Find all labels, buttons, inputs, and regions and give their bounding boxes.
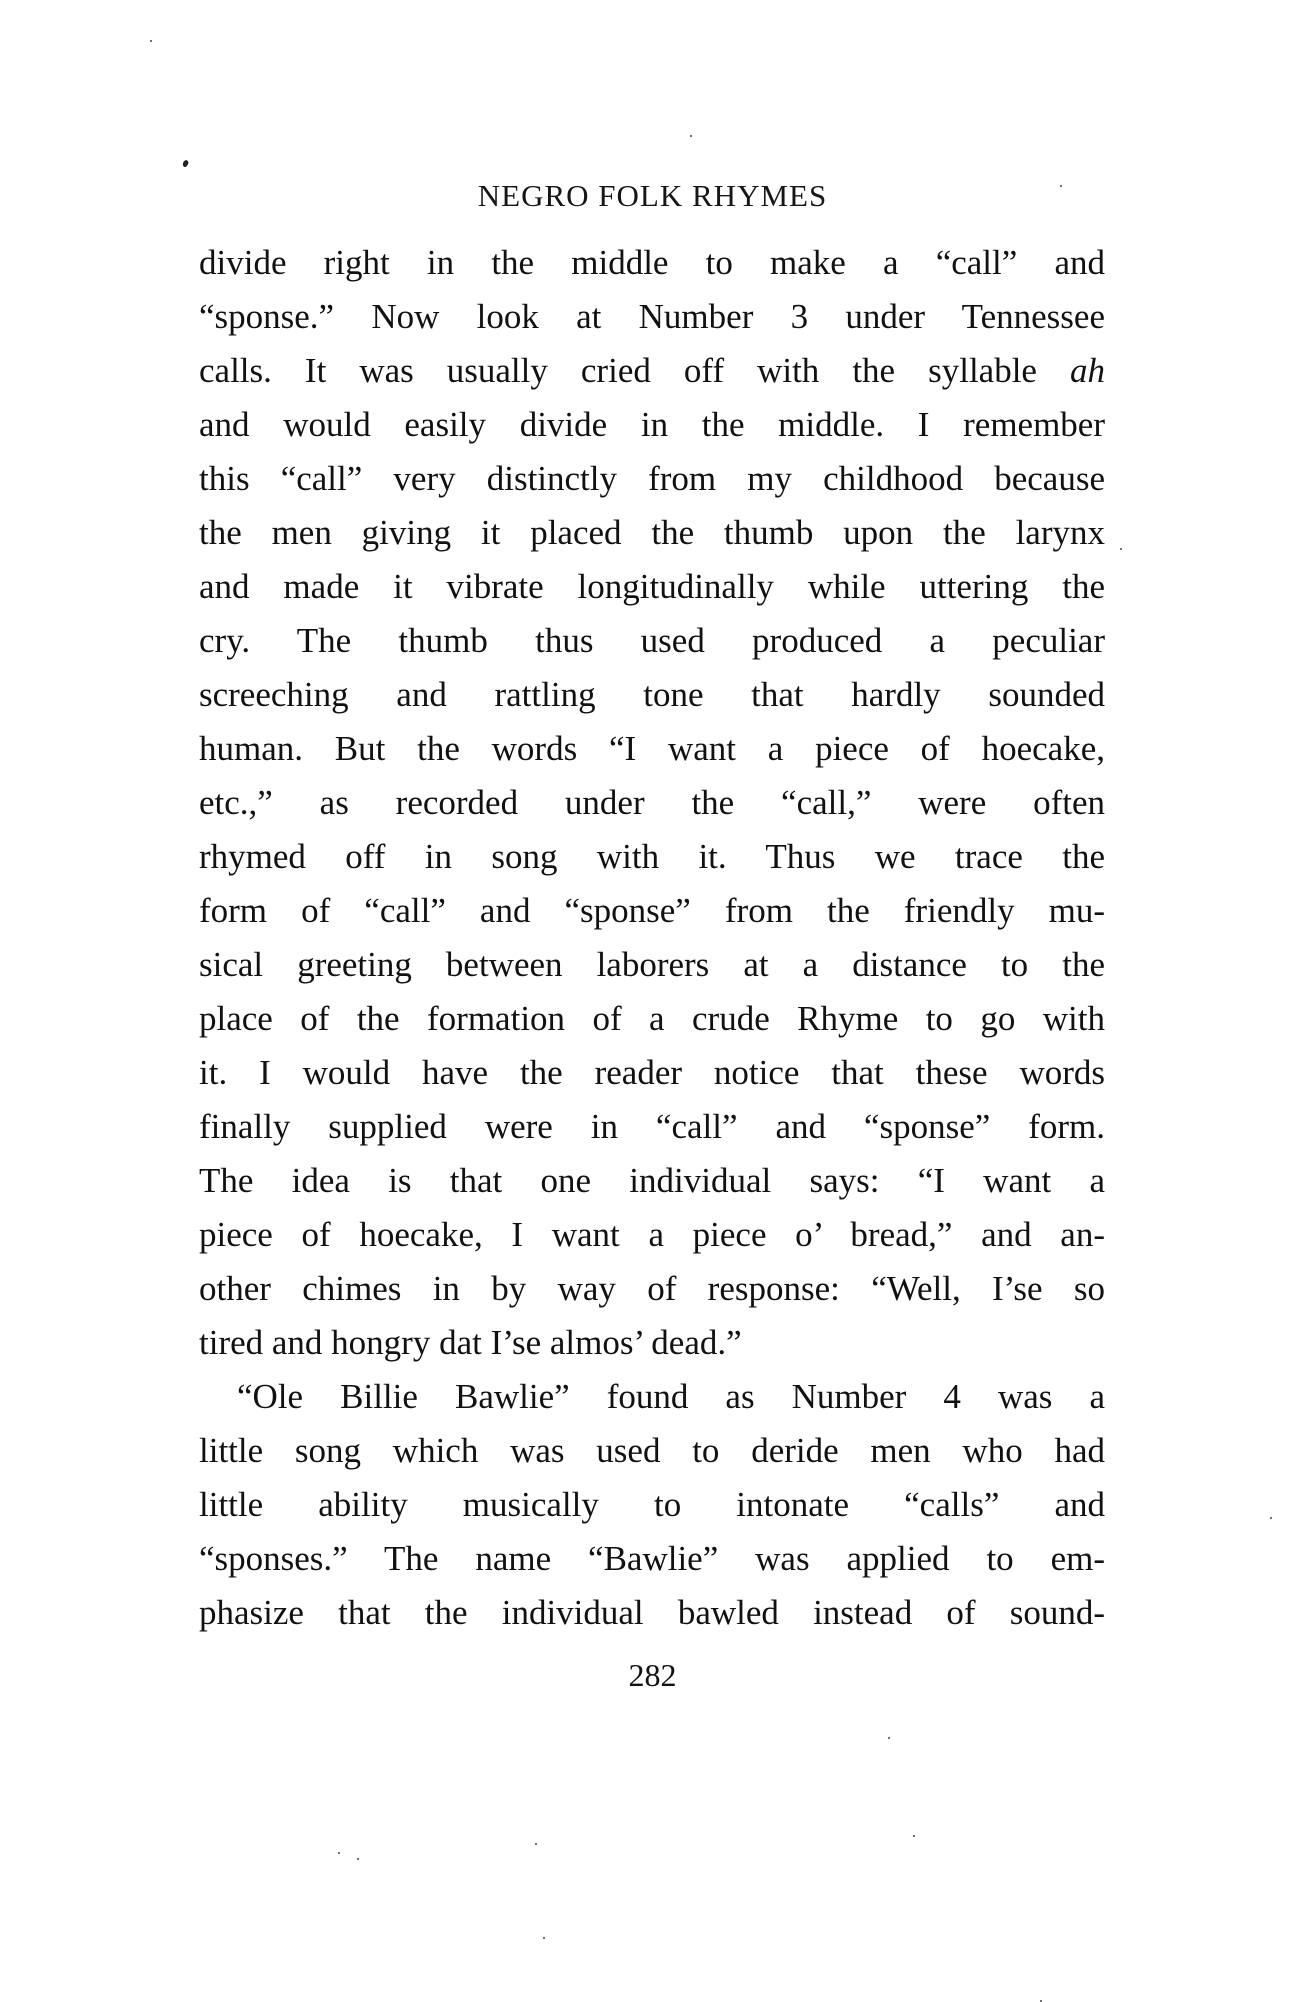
text-line: divide right in the middle to make a “call” and (199, 243, 1105, 282)
paper-speck (690, 135, 692, 137)
text-line: place of the formation of a crude Rhyme to go with (199, 999, 1105, 1038)
text-line: “Ole Billie Bawlie” found as Number 4 was a (237, 1377, 1105, 1416)
paper-speck (1060, 185, 1062, 187)
text-line: other chimes in by way of response: “Well, I’se so (199, 1269, 1105, 1308)
text-line: little ability musically to intonate “calls” and (199, 1485, 1105, 1524)
text-line: the men giving it placed the thumb upon the larynx (199, 513, 1105, 552)
paper-speck (338, 1852, 340, 1854)
text-line: tired and hongry dat I’se almos’ dead.” (199, 1323, 742, 1362)
text-line: little song which was used to deride men who had (199, 1431, 1105, 1470)
text-line: rhymed off in song with it. Thus we trace the (199, 837, 1105, 876)
paper-speck (150, 40, 152, 42)
page-number: 282 (628, 1657, 677, 1693)
text-span: calls. It was usually cried off with the syllable (199, 351, 1070, 390)
paper-speck (357, 1858, 359, 1860)
paper-speck (888, 1737, 890, 1739)
text-line: “sponse.” Now look at Number 3 under Tennessee (199, 297, 1105, 336)
text-line: sical greeting between laborers at a distance to the (199, 945, 1105, 984)
text-line: this “call” very distinctly from my childhood because (199, 459, 1105, 498)
running-head: NEGRO FOLK RHYMES (477, 178, 828, 213)
text-line: human. But the words “I want a piece of hoecake, (199, 729, 1105, 768)
italic-word: ah (1070, 351, 1105, 390)
text-line: “sponses.” The name “Bawlie” was applied to em- (199, 1539, 1105, 1578)
ink-speck (182, 159, 190, 168)
paper-speck (535, 1843, 537, 1845)
body-text (199, 236, 1105, 1640)
paper-speck (1270, 1517, 1272, 1519)
text-line: etc.,” as recorded under the “call,” were often (199, 783, 1105, 822)
text-line: and would easily divide in the middle. I remember (199, 405, 1105, 444)
paper-speck (543, 1937, 545, 1939)
text-line: The idea is that one individual says: “I want a (199, 1161, 1105, 1200)
text-line: it. I would have the reader notice that these words (199, 1053, 1105, 1092)
paper-speck (1120, 548, 1122, 550)
paper-speck (913, 1835, 915, 1837)
text-line: cry. The thumb thus used produced a peculiar (199, 621, 1105, 660)
text-line: finally supplied were in “call” and “sponse” form. (199, 1107, 1105, 1146)
text-line: piece of hoecake, I want a piece o’ bread,” and an- (199, 1215, 1105, 1254)
text-line: form of “call” and “sponse” from the friendly mu- (199, 891, 1105, 930)
text-line: screeching and rattling tone that hardly sounded (199, 675, 1105, 714)
text-line: phasize that the individual bawled instead of sound- (199, 1593, 1105, 1632)
text-line (199, 344, 1105, 398)
text-line: and made it vibrate longitudinally while uttering the (199, 567, 1105, 606)
